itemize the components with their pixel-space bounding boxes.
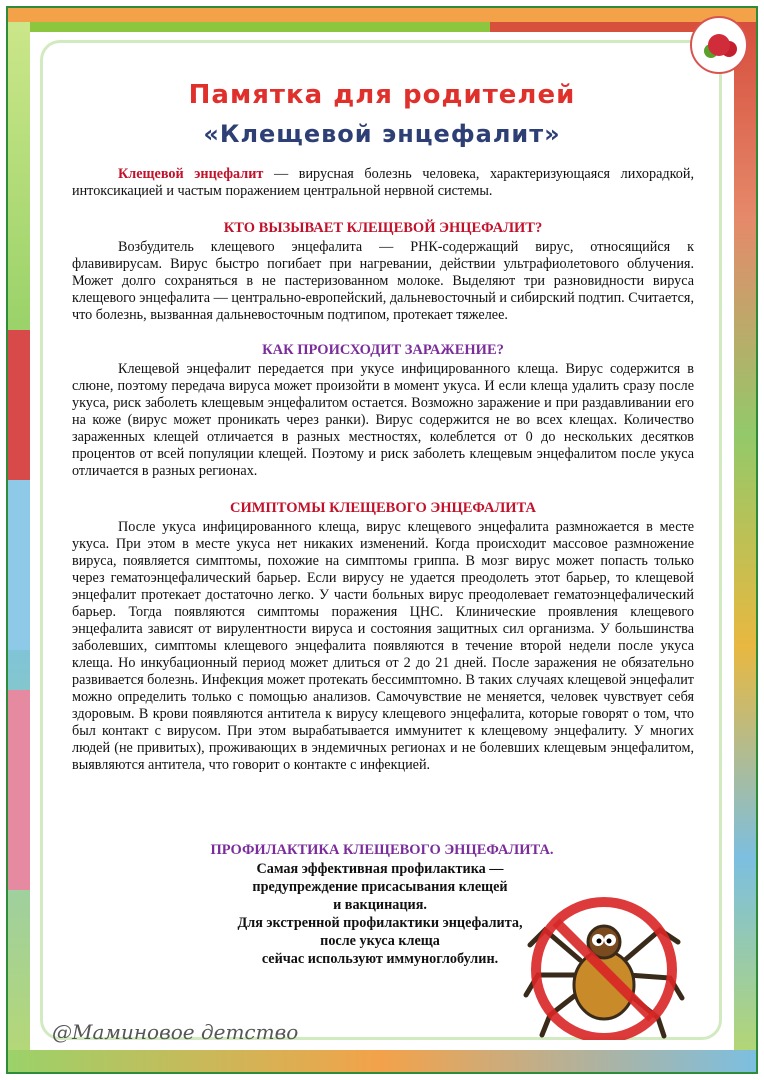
- border-band-right: [734, 8, 756, 1072]
- section-heading-prevention: ПРОФИЛАКТИКА КЛЕЩЕВОГО ЭНЦЕФАЛИТА.: [210, 842, 554, 858]
- section-heading-infection: КАК ПРОИСХОДИТ ЗАРАЖЕНИЕ?: [262, 342, 504, 358]
- section-text-cause: Возбудитель клещевого энцефалита — РНК-содержащий вирус, относящийся к флавивирусам. Вирус быстро погибает при нагревании, действии ультрафиолетового облучения. Может долго сохраняться в не пастеризованном молоке. Выделяют три разновидности вируса клещевого энцефалита — центрально-европейский, дальневосточный и сибирский подтип. Считается, что болезнь, вызванная дальневосточным подтипом, протекает тяжелее.: [72, 239, 694, 323]
- page-subtitle: «Клещевой энцефалит»: [203, 120, 561, 148]
- border-band-top: [8, 8, 756, 22]
- border-strip-green: [30, 22, 490, 32]
- section-text-symptoms: После укуса инфицированного клеща, вирус клещевого энцефалита размножается в месте укуса. При этом в месте укуса нет никаких изменений. Когда происходит массовое размножение вируса, появляется симптомы, похожие на симптомы гриппа. В мозг вирус может попасть только через гематоэнцефалический барьер. Если вирусу не удается преодолеть этот барьер, то клещевой энцефалит протекает достаточно легко. У части больных вирус преодолевает гематоэнцефалический барьер. Тогда появляются симптомы поражения ЦНС. Клинические проявления клещевого энцефалита зависят от вирулентности вируса и состояния защитных сил организма. У большинства заболевших, симптомы клещевого энцефалита появляются в течение второй недели после укуса клеща. Но инкубационный период может длиться от 2 до 21 дней. После заражения не обязательно развивается болезнь. Инфекция может протекать бессимптомно. В таких случаях клещевой энцефалит можно определить только с помощью анализов. Самочувствие не меняется, человек чувствует себя здоровым. В крови появляются антитела к вирусу клещевого энцефалита, которые говорят о том, что был контакт с вирусом. При этом вырабатывается иммунитет к клещевому энцефалиту. У многих людей (не привитых), проживающих в эндемичных регионах и не болевших клещевым энцефалитом, выявляются антитела, что говорит о контакте с инфекцией.: [72, 519, 694, 773]
- intro-text: — вирусная болезнь человека, характеризующаяся лихорадкой, интоксикацией и частым поражением центральной нервной системы.: [72, 166, 694, 199]
- article-body: [72, 166, 694, 774]
- prevention-line: сейчас используют иммуноглобулин.: [261, 951, 499, 967]
- prevention-line: предупреждение присасывания клещей: [252, 879, 508, 895]
- no-tick-sign-icon: [520, 890, 690, 1040]
- prevention-line: Самая эффективная профилактика —: [256, 861, 504, 877]
- intro-lead: Клещевой энцефалит: [118, 166, 264, 182]
- border-accent-red: [8, 330, 30, 480]
- border-accent-blue: [8, 480, 30, 650]
- intro-paragraph: [72, 166, 694, 200]
- watermark: @Маминовое детство: [52, 1020, 299, 1044]
- section-text-infection: Клещевой энцефалит передается при укусе инфицированного клеща. Вирус содержится в слюне, поэтому передача вируса может произойти в момент укуса. И если клеща удалить сразу после укуса, риск заболеть клещевым энцефалитом остается. Возможно заражение и при раздавливании его на коже (вирус может проникать через ранки). Вирус содержится не во всех клещах. Количество зараженных клещей отличается в разных местностях, колеблется от 0 до нескольких десятков процентов от всей популяции клещей. Поэтому и риск заболеть клещевым энцефалитом после укуса отличается в разных регионах.: [72, 361, 694, 479]
- prevention-line: Для экстренной профилактики энцефалита,: [237, 915, 523, 931]
- border-accent-pink: [8, 690, 30, 890]
- section-heading-symptoms: СИМПТОМЫ КЛЕЩЕВОГО ЭНЦЕФАЛИТА: [230, 500, 536, 516]
- page-title: Памятка для родителей: [188, 80, 576, 110]
- section-heading-cause: КТО ВЫЗЫВАЕТ КЛЕЩЕВОЙ ЭНЦЕФАЛИТ?: [223, 220, 543, 236]
- border-band-bottom: [8, 1050, 756, 1072]
- berry-logo-icon: [690, 16, 748, 74]
- prevention-line: после укуса клеща: [320, 933, 440, 949]
- prevention-line: и вакцинация.: [333, 897, 427, 913]
